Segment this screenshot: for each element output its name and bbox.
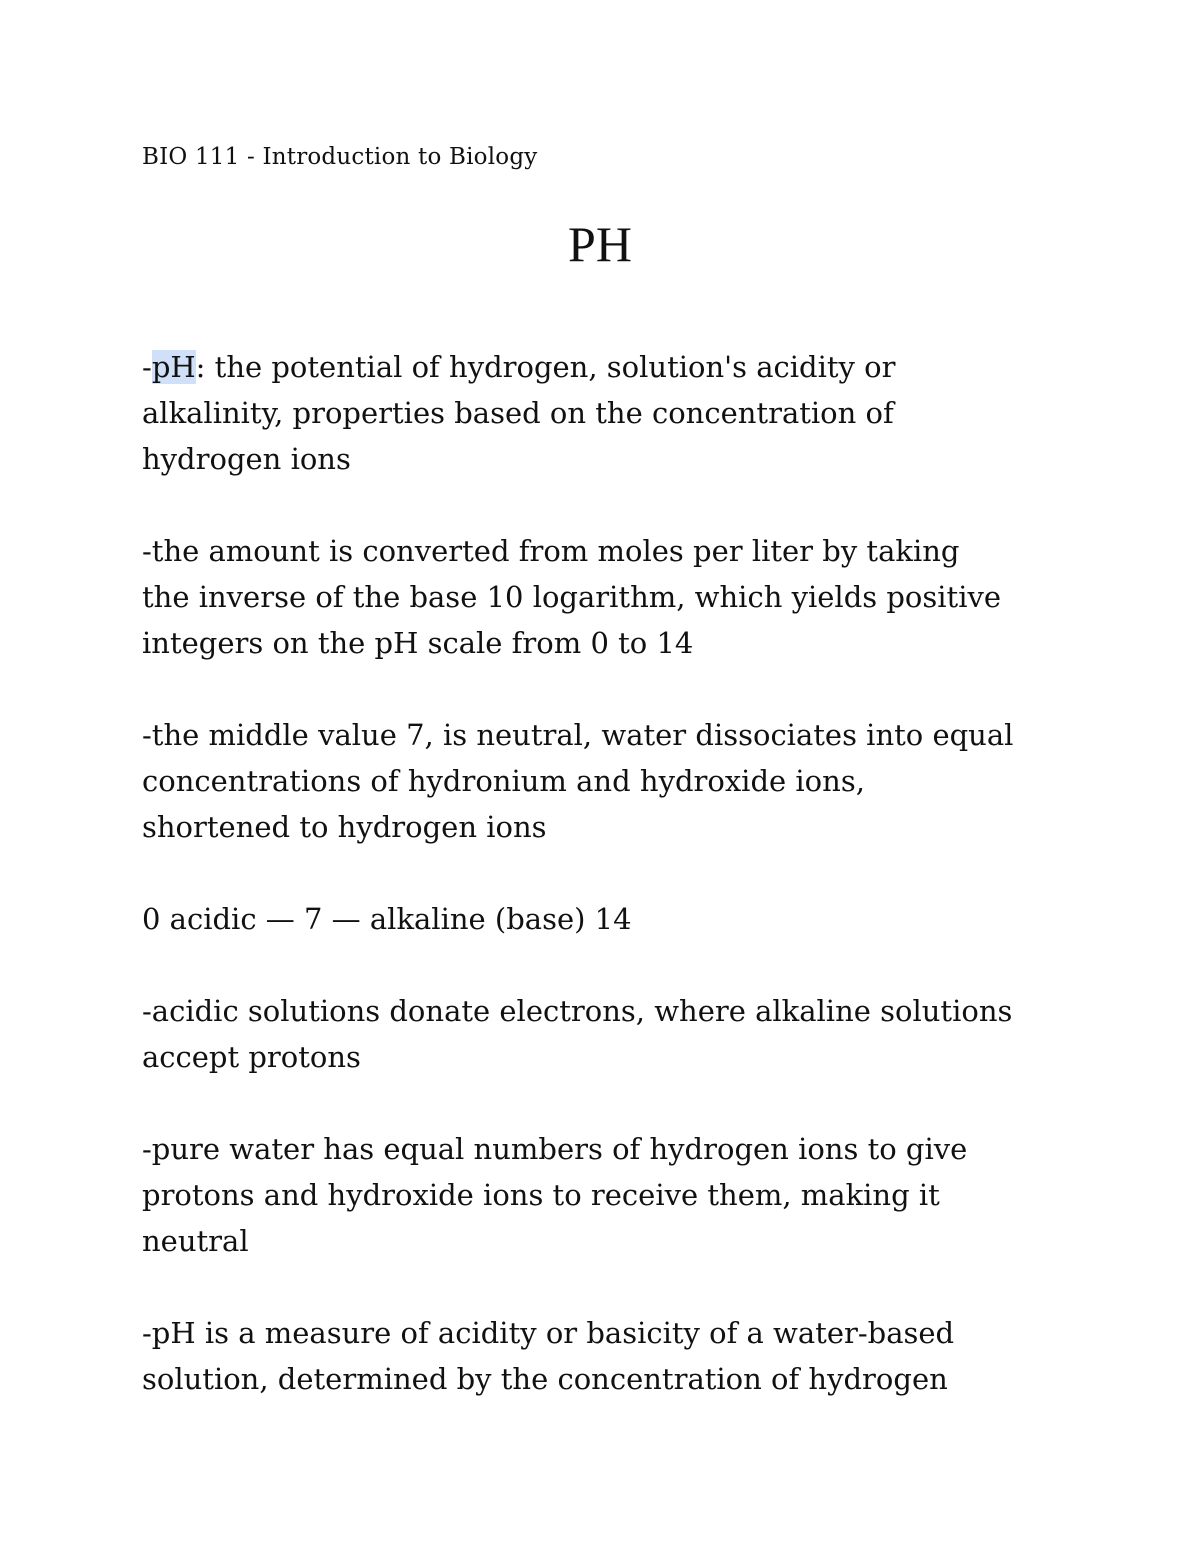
text-line: hydrogen ions bbox=[142, 442, 351, 476]
text-line bbox=[142, 344, 1072, 390]
text-line: integers on the pH scale from 0 to 14 bbox=[142, 626, 694, 660]
text-line: neutral bbox=[142, 1224, 249, 1258]
text-line: shortened to hydrogen ions bbox=[142, 810, 547, 844]
paragraph-scale bbox=[142, 896, 1072, 942]
text-line: 0 acidic — 7 — alkaline (base) 14 bbox=[142, 902, 632, 936]
text-line: -the middle value 7, is neutral, water dissociates into equal bbox=[142, 718, 1014, 752]
paragraph-ph-definition bbox=[142, 344, 1072, 482]
text-line: alkalinity, properties based on the concentration of bbox=[142, 396, 894, 430]
text-line: accept protons bbox=[142, 1040, 361, 1074]
text-line: solution, determined by the concentration of hydrogen bbox=[142, 1362, 948, 1396]
paragraph-acidic-alkaline bbox=[142, 988, 1072, 1080]
text-line: -the amount is converted from moles per liter by taking bbox=[142, 534, 960, 568]
paragraph-measure bbox=[142, 1310, 1072, 1402]
course-header: BIO 111 - Introduction to Biology bbox=[142, 144, 538, 170]
paragraph-logarithm bbox=[142, 528, 1072, 666]
text-line: -pH is a measure of acidity or basicity of a water-based bbox=[142, 1316, 955, 1350]
text-line: the inverse of the base 10 logarithm, which yields positive bbox=[142, 580, 1002, 614]
text-line: -acidic solutions donate electrons, where alkaline solutions bbox=[142, 994, 1013, 1028]
paragraph-pure-water bbox=[142, 1126, 1072, 1264]
text-line: concentrations of hydronium and hydroxide ions, bbox=[142, 764, 865, 798]
line-text: : the potential of hydrogen, solution's acidity or bbox=[195, 350, 896, 384]
selected-text-highlight[interactable]: pH bbox=[151, 350, 196, 384]
text-line: -pure water has equal numbers of hydrogen ions to give bbox=[142, 1132, 968, 1166]
notes-body bbox=[142, 344, 1072, 1402]
page-title: PH bbox=[568, 216, 632, 272]
text-line: protons and hydroxide ions to receive them, making it bbox=[142, 1178, 940, 1212]
paragraph-neutral bbox=[142, 712, 1072, 850]
dash-prefix: - bbox=[142, 350, 152, 384]
